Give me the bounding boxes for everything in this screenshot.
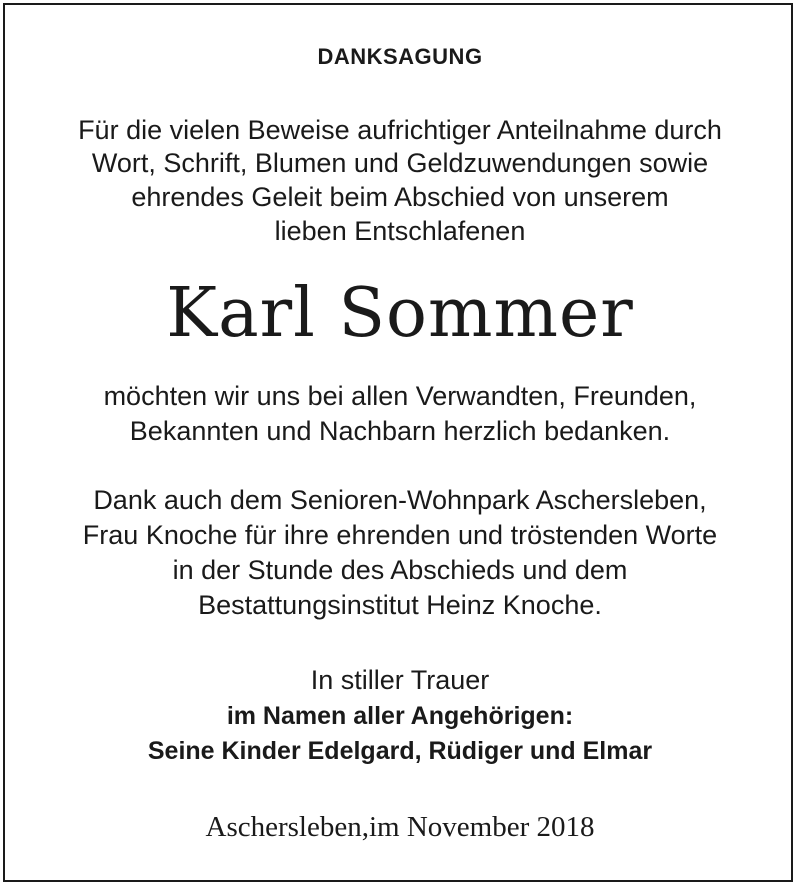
additional-thanks-line-3: in der Stunde des Abschieds und dem — [172, 555, 628, 585]
intro-line-2: Wort, Schrift, Blumen und Geldzuwendungen sowie — [91, 148, 709, 178]
additional-thanks-line-2: Frau Knoche für ihre ehrenden und tröstenden Worte — [82, 520, 718, 550]
additional-thanks-line-1: Dank auch dem Senioren-Wohnpark Aschersleben, — [93, 485, 707, 515]
thanks-line-2: Bekannten und Nachbarn herzlich bedanken. — [129, 416, 671, 446]
thanks-line-1: möchten wir uns bei allen Verwandten, Freunden, — [103, 381, 697, 411]
deceased-name: Karl Sommer — [166, 274, 634, 353]
intro-line-4: lieben Entschlafenen — [274, 216, 526, 246]
intro-line-3: ehrendes Geleit beim Abschied von unserem — [131, 182, 669, 212]
additional-thanks-line-4: Bestattungsinstitut Heinz Knoche. — [198, 590, 602, 620]
mourning-line: In stiller Trauer — [310, 665, 490, 695]
signature-line-2: Seine Kinder Edelgard, Rüdiger und Elmar — [147, 737, 653, 765]
signature-line-1: im Namen aller Angehörigen: — [226, 702, 574, 730]
notice-heading: DANKSAGUNG — [317, 44, 483, 69]
place-date: Aschersleben,im November 2018 — [205, 811, 595, 843]
intro-line-1: Für die vielen Beweise aufrichtiger Anteilnahme durch — [78, 115, 722, 145]
